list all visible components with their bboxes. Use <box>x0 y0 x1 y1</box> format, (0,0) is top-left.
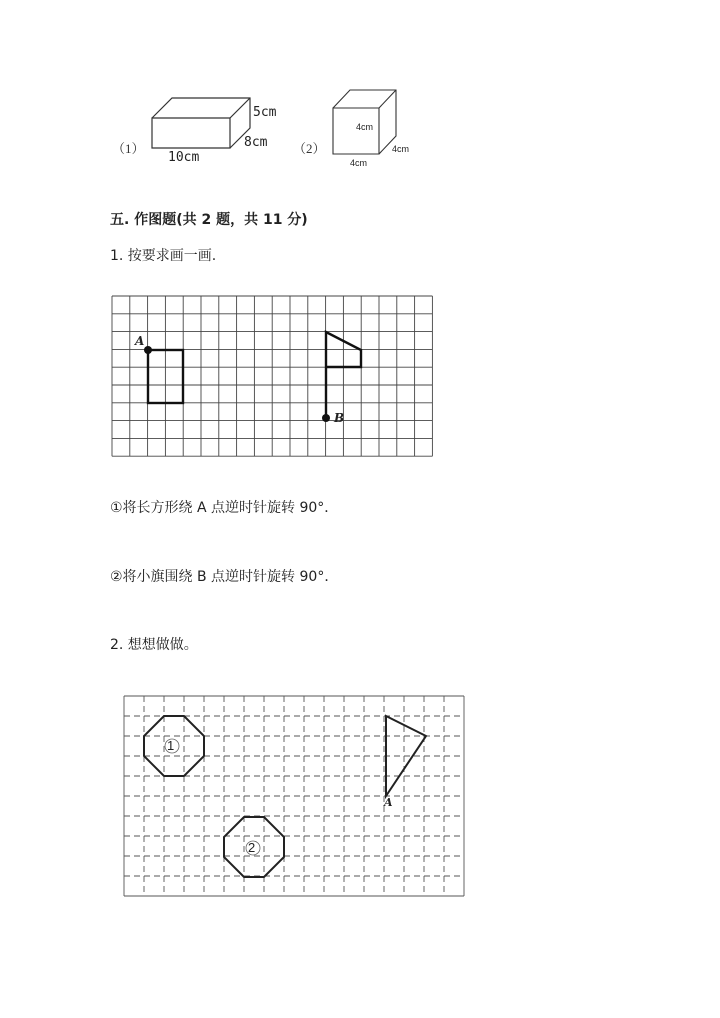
octagon-2-label: 2 <box>248 840 256 855</box>
question2-title: 2. 想想做做。 <box>110 637 198 653</box>
cuboid-length-label: 10cm <box>168 150 200 165</box>
dashed-grid-lines <box>124 696 464 896</box>
point-b-label: B <box>334 411 345 425</box>
cube-index-label: （2） <box>293 141 326 156</box>
question1-title: 1. 按要求画一画. <box>110 248 217 264</box>
cuboid-height-label: 5cm <box>253 105 277 120</box>
triangle-point-a-label: A <box>384 796 393 809</box>
question1-task2: ②将小旗围绕 B 点逆时针旋转 90°． <box>110 569 339 585</box>
section-heading: 五. 作图题(共 2 题，共 11 分) <box>110 212 308 228</box>
cube-bottom-label: 4cm <box>350 158 368 168</box>
cuboid-index-label: （1） <box>112 141 145 156</box>
cube-front-label: 4cm <box>356 122 374 132</box>
cube-side-label: 4cm <box>392 144 410 154</box>
octagon-1-label: 1 <box>167 738 175 753</box>
question1-task1: ①将长方形绕 A 点逆时针旋转 90°． <box>110 500 339 516</box>
point-a-label: A <box>135 334 145 348</box>
cuboid-depth-label: 8cm <box>244 135 268 150</box>
